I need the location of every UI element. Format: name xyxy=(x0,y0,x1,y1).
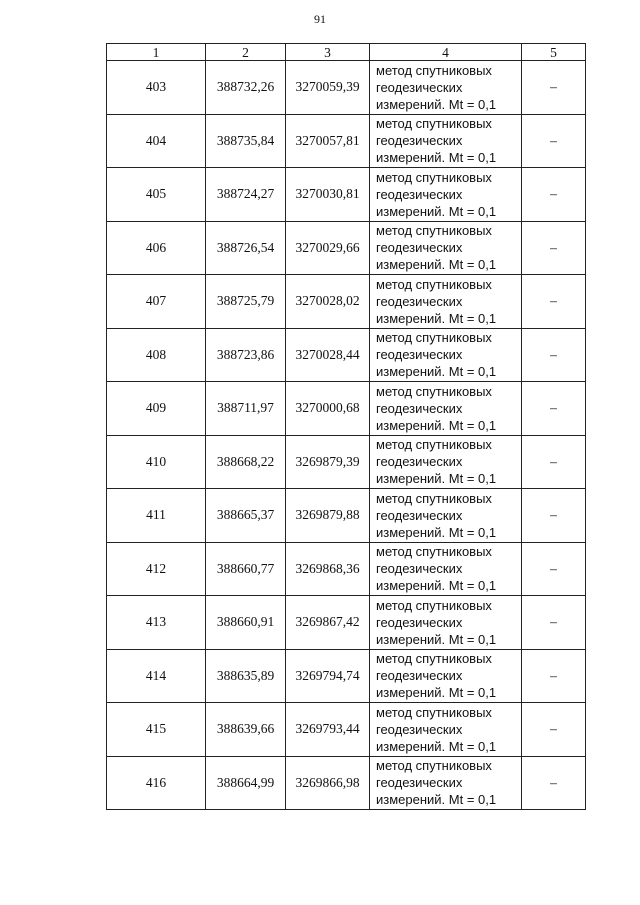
table-row xyxy=(107,756,586,810)
x-coordinate-cell: 388735,84 xyxy=(206,114,286,168)
y-coordinate-cell: 3270059,39 xyxy=(286,61,370,115)
method-cell xyxy=(370,596,522,650)
note-cell: – xyxy=(522,756,586,810)
y-coordinate-cell: 3269793,44 xyxy=(286,703,370,757)
point-number-cell: 415 xyxy=(107,703,206,757)
point-number-cell: 409 xyxy=(107,382,206,436)
note-cell: – xyxy=(522,221,586,275)
method-line: метод спутниковых xyxy=(376,490,492,506)
method-line: геодезических xyxy=(376,293,463,309)
method-line: геодезических xyxy=(376,721,463,737)
note-cell: – xyxy=(522,542,586,596)
header-cell-3: 3 xyxy=(286,44,370,61)
x-coordinate-cell: 388660,91 xyxy=(206,596,286,650)
method-line: измерений. Mt = 0,1 xyxy=(376,792,497,808)
method-line: геодезических xyxy=(376,668,463,684)
point-number-cell: 412 xyxy=(107,542,206,596)
method-line: метод спутниковых xyxy=(376,597,492,613)
table-row xyxy=(107,435,586,489)
y-coordinate-cell: 3270030,81 xyxy=(286,168,370,222)
method-line: геодезических xyxy=(376,186,463,202)
y-coordinate-cell: 3270057,81 xyxy=(286,114,370,168)
y-coordinate-cell: 3269867,42 xyxy=(286,596,370,650)
page-number: 91 xyxy=(314,12,326,26)
method-line: геодезических xyxy=(376,400,463,416)
table-row xyxy=(107,114,586,168)
method-line: метод спутниковых xyxy=(376,544,492,560)
point-number-cell: 407 xyxy=(107,275,206,329)
method-line: метод спутниковых xyxy=(376,223,492,239)
method-cell xyxy=(370,328,522,382)
note-cell: – xyxy=(522,435,586,489)
y-coordinate-cell: 3269794,74 xyxy=(286,649,370,703)
point-number-cell: 414 xyxy=(107,649,206,703)
table-row xyxy=(107,275,586,329)
note-cell: – xyxy=(522,328,586,382)
point-number-cell: 406 xyxy=(107,221,206,275)
x-coordinate-cell: 388664,99 xyxy=(206,756,286,810)
x-coordinate-cell: 388732,26 xyxy=(206,61,286,115)
x-coordinate-cell: 388635,89 xyxy=(206,649,286,703)
method-line: измерений. Mt = 0,1 xyxy=(376,738,497,754)
y-coordinate-cell: 3269879,39 xyxy=(286,435,370,489)
note-cell: – xyxy=(522,703,586,757)
method-line: метод спутниковых xyxy=(376,651,492,667)
point-number-cell: 416 xyxy=(107,756,206,810)
method-line: геодезических xyxy=(376,614,463,630)
method-line: геодезических xyxy=(376,79,463,95)
method-line: метод спутниковых xyxy=(376,383,492,399)
y-coordinate-cell: 3269866,98 xyxy=(286,756,370,810)
method-line: метод спутниковых xyxy=(376,276,492,292)
x-coordinate-cell: 388725,79 xyxy=(206,275,286,329)
table-row xyxy=(107,649,586,703)
table-row xyxy=(107,542,586,596)
method-line: измерений. Mt = 0,1 xyxy=(376,203,497,219)
method-line: измерений. Mt = 0,1 xyxy=(376,471,497,487)
table-row xyxy=(107,703,586,757)
method-line: измерений. Mt = 0,1 xyxy=(376,364,497,380)
x-coordinate-cell: 388723,86 xyxy=(206,328,286,382)
point-number-cell: 408 xyxy=(107,328,206,382)
header-cell-5: 5 xyxy=(522,44,586,61)
point-number-cell: 411 xyxy=(107,489,206,543)
method-cell xyxy=(370,542,522,596)
method-line: геодезических xyxy=(376,454,463,470)
table-row xyxy=(107,221,586,275)
method-line: измерений. Mt = 0,1 xyxy=(376,631,497,647)
y-coordinate-cell: 3270029,66 xyxy=(286,221,370,275)
method-cell xyxy=(370,703,522,757)
note-cell: – xyxy=(522,61,586,115)
y-coordinate-cell: 3270028,02 xyxy=(286,275,370,329)
method-cell xyxy=(370,649,522,703)
x-coordinate-cell: 388724,27 xyxy=(206,168,286,222)
method-line: метод спутниковых xyxy=(376,116,492,132)
method-line: метод спутниковых xyxy=(376,169,492,185)
point-number-cell: 413 xyxy=(107,596,206,650)
method-cell xyxy=(370,168,522,222)
method-line: измерений. Mt = 0,1 xyxy=(376,257,497,273)
method-line: метод спутниковых xyxy=(376,62,492,78)
point-number-cell: 405 xyxy=(107,168,206,222)
x-coordinate-cell: 388668,22 xyxy=(206,435,286,489)
method-line: метод спутниковых xyxy=(376,437,492,453)
method-line: измерений. Mt = 0,1 xyxy=(376,310,497,326)
header-row xyxy=(107,44,586,61)
table-row xyxy=(107,328,586,382)
method-line: измерений. Mt = 0,1 xyxy=(376,578,497,594)
method-cell xyxy=(370,275,522,329)
table-row xyxy=(107,61,586,115)
table-body xyxy=(107,61,586,810)
header-cell-4: 4 xyxy=(370,44,522,61)
note-cell: – xyxy=(522,275,586,329)
point-number-cell: 403 xyxy=(107,61,206,115)
y-coordinate-cell: 3270000,68 xyxy=(286,382,370,436)
method-line: измерений. Mt = 0,1 xyxy=(376,150,497,166)
table-header xyxy=(107,44,586,61)
method-line: геодезических xyxy=(376,347,463,363)
method-cell xyxy=(370,114,522,168)
method-line: измерений. Mt = 0,1 xyxy=(376,524,497,540)
note-cell: – xyxy=(522,596,586,650)
method-cell xyxy=(370,489,522,543)
note-cell: – xyxy=(522,489,586,543)
x-coordinate-cell: 388665,37 xyxy=(206,489,286,543)
header-cell-2: 2 xyxy=(206,44,286,61)
y-coordinate-cell: 3269879,88 xyxy=(286,489,370,543)
method-line: геодезических xyxy=(376,775,463,791)
method-cell xyxy=(370,221,522,275)
method-line: метод спутниковых xyxy=(376,704,492,720)
x-coordinate-cell: 388711,97 xyxy=(206,382,286,436)
method-cell xyxy=(370,61,522,115)
method-cell xyxy=(370,382,522,436)
method-cell xyxy=(370,435,522,489)
table-row xyxy=(107,489,586,543)
y-coordinate-cell: 3269868,36 xyxy=(286,542,370,596)
table-row xyxy=(107,596,586,650)
x-coordinate-cell: 388639,66 xyxy=(206,703,286,757)
point-number-cell: 404 xyxy=(107,114,206,168)
method-line: метод спутниковых xyxy=(376,330,492,346)
method-line: измерений. Mt = 0,1 xyxy=(376,417,497,433)
x-coordinate-cell: 388660,77 xyxy=(206,542,286,596)
method-line: геодезических xyxy=(376,133,463,149)
method-line: метод спутниковых xyxy=(376,758,492,774)
note-cell: – xyxy=(522,114,586,168)
method-cell xyxy=(370,756,522,810)
point-number-cell: 410 xyxy=(107,435,206,489)
header-cell-1: 1 xyxy=(107,44,206,61)
coordinates-table xyxy=(106,43,586,810)
method-line: геодезических xyxy=(376,507,463,523)
note-cell: – xyxy=(522,382,586,436)
note-cell: – xyxy=(522,168,586,222)
method-line: геодезических xyxy=(376,561,463,577)
method-line: геодезических xyxy=(376,240,463,256)
note-cell: – xyxy=(522,649,586,703)
table-row xyxy=(107,168,586,222)
method-line: измерений. Mt = 0,1 xyxy=(376,96,497,112)
x-coordinate-cell: 388726,54 xyxy=(206,221,286,275)
y-coordinate-cell: 3270028,44 xyxy=(286,328,370,382)
table-row xyxy=(107,382,586,436)
method-line: измерений. Mt = 0,1 xyxy=(376,685,497,701)
